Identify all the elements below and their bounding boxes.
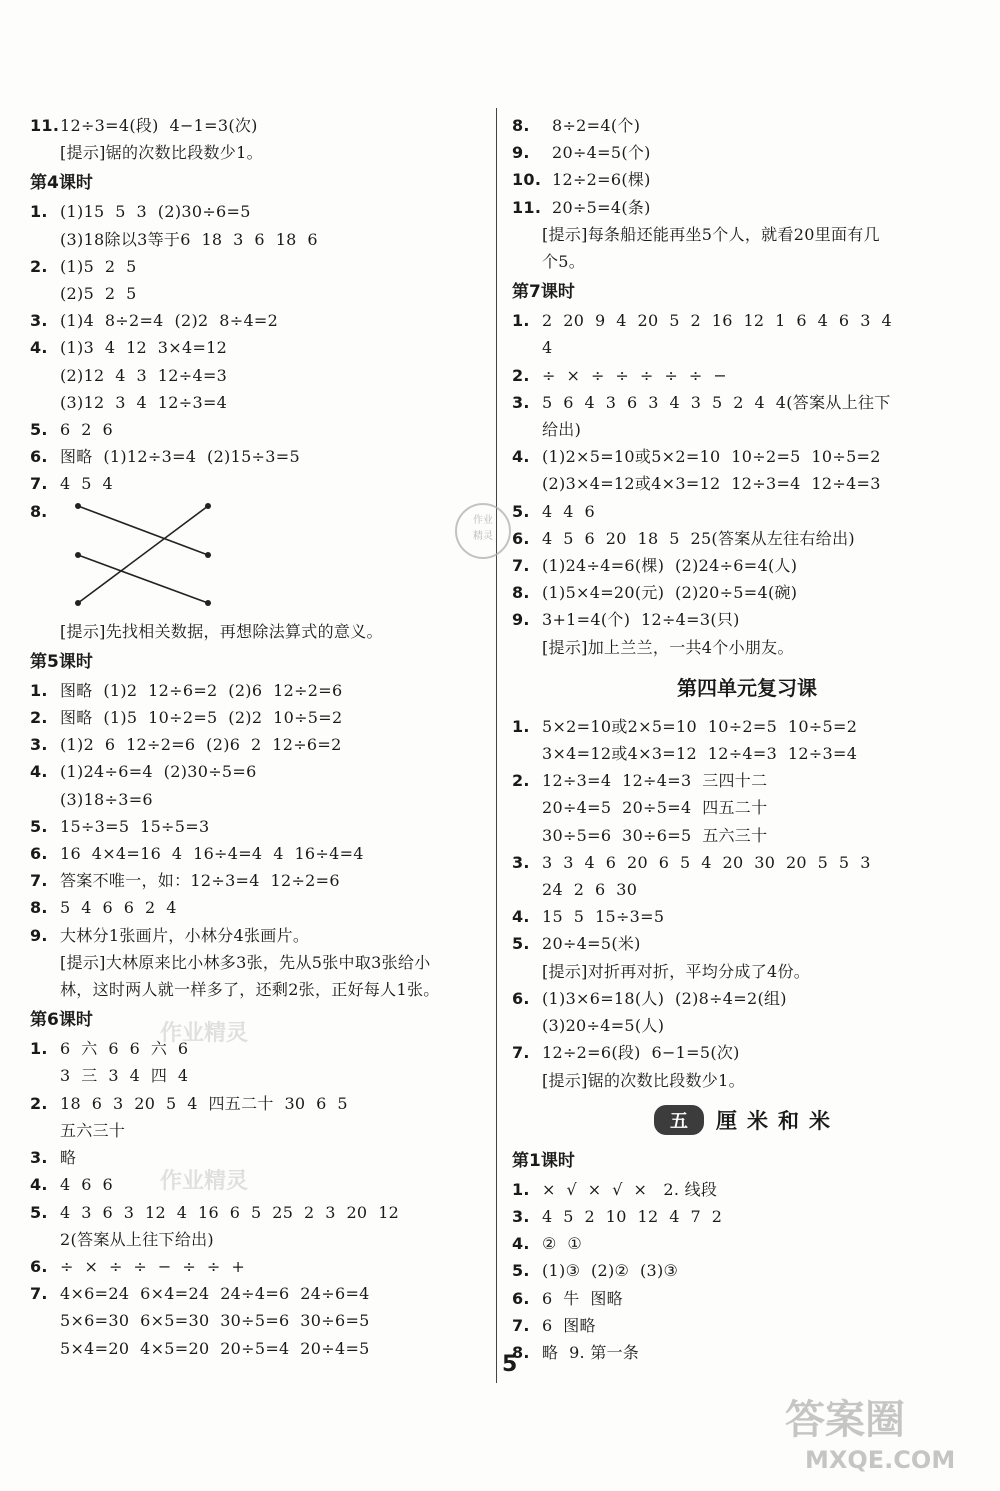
question-number: 4. (512, 907, 530, 927)
answer-line (30, 389, 480, 416)
answer-text: (3)12 3 4 12÷3=4 (60, 392, 228, 412)
question-number: 8. (512, 116, 530, 135)
question-number: 2. (512, 365, 530, 385)
answer-text: 20÷4=5 20÷5=4 四五二十 (542, 798, 768, 818)
tip-text: 先找相关数据，再想除法算式的意义。 (105, 621, 383, 641)
answer-line (30, 704, 480, 731)
answer-text: 2(答案从上往下给出) (60, 1229, 214, 1249)
answer-line (30, 226, 480, 253)
answer-text: (1)15 5 3 (2)30÷6=5 (60, 202, 251, 222)
question-number: 1. (30, 680, 48, 700)
answer-text: 4 5 4 (60, 474, 113, 494)
question-number: 6. (30, 844, 48, 864)
match-dot (205, 600, 211, 606)
unit-4-review-answers (512, 713, 982, 958)
answer-line (512, 1339, 982, 1366)
question-number: 1. (30, 1039, 48, 1059)
answer-text: 图略 (1)2 12÷6=2 (2)6 12÷2=6 (60, 680, 343, 700)
answer-text: ② ① (542, 1234, 583, 1254)
question-number: 6. (512, 528, 530, 548)
answer-text: ÷ × ÷ ÷ − ÷ ÷ + (60, 1256, 246, 1276)
answer-line (30, 786, 480, 813)
answer-text: (1)4 8÷2=4 (2)2 8÷4=2 (60, 311, 279, 331)
answer-text: (3)18÷3=6 (60, 789, 153, 809)
answer-text: (1)24÷4=6(棵) (2)24÷6=4(人) (542, 556, 798, 576)
ghost-watermark: 作业精灵 (160, 1021, 249, 1046)
answer-line (30, 362, 480, 389)
tip-text: 对折再对折，平均分成了4份。 (587, 961, 811, 981)
answer-line (30, 867, 480, 894)
question-number: 4. (30, 1175, 48, 1195)
answer-line (30, 1090, 480, 1117)
tip-label: [提示] (542, 637, 588, 657)
answer-line (512, 470, 982, 497)
question-number: 1. (30, 202, 48, 222)
answer-text: 6 六 6 6 六 6 (60, 1039, 189, 1059)
answer-line (30, 731, 480, 758)
question-number: 4. (30, 762, 48, 782)
answer-text: 18 6 3 20 5 4 四五二十 30 6 5 (60, 1093, 348, 1113)
answer-text: 略 (60, 1148, 77, 1168)
match-line (78, 506, 208, 555)
answer-text: 5×6=30 6×5=30 30÷5=6 30÷6=5 (60, 1311, 370, 1331)
answer-line (512, 1203, 982, 1230)
answer-line (30, 198, 480, 225)
answer-text: 5 6 4 3 6 3 4 3 5 2 4 4(答案从上往下 (542, 392, 891, 412)
answer-line (30, 1171, 480, 1198)
tip-line (512, 634, 982, 661)
answer-text: × √ × √ × 2. 线段 (542, 1179, 718, 1199)
answer-text: 4 (542, 338, 553, 358)
tip-text: 锯的次数比段数少1。 (587, 1070, 745, 1090)
answer-text: 图略 (1)5 10÷2=5 (2)2 10÷5=2 (60, 708, 343, 728)
answer-text: 12÷3=4 12÷4=3 三四十二 (542, 771, 768, 791)
answer-line (30, 840, 480, 867)
tip-text: 锯的次数比段数少1。 (105, 143, 263, 163)
answer-line (30, 280, 480, 307)
answer-line (512, 1176, 982, 1203)
answer-line (512, 443, 982, 470)
answer-line (30, 307, 480, 334)
answer-line (512, 1012, 982, 1039)
column-divider (496, 108, 497, 1383)
matching-figure (30, 498, 480, 618)
answer-line (512, 767, 982, 794)
tip-text: 大林原来比小林多3张，先从5张中取3张给小 (105, 952, 431, 972)
answer-text: 12÷2=6(段) 6−1=5(次) (542, 1043, 740, 1063)
corner-watermark: 答案圈 (785, 1397, 905, 1443)
lesson-heading: 第7课时 (512, 282, 575, 303)
answer-text: 2 20 9 4 20 5 2 16 12 1 6 4 6 3 4 (542, 311, 892, 331)
answer-line (30, 1335, 480, 1362)
question-number: 3. (30, 735, 48, 755)
question-number: 3. (512, 852, 530, 872)
answer-line (512, 822, 982, 849)
answer-line (30, 758, 480, 785)
answer-text: 略 9. 第一条 (542, 1342, 640, 1362)
answer-text: 给出) (542, 420, 582, 440)
question-number: 3. (512, 392, 530, 412)
question-number: 8. (512, 1342, 530, 1362)
tip-label: [提示] (542, 1070, 588, 1090)
match-dot (75, 552, 81, 558)
answer-line (512, 1257, 982, 1284)
stamp-bottom-text: 精灵 (473, 531, 493, 542)
question-number: 9. (512, 143, 530, 163)
question-number: 9. (512, 610, 530, 630)
left-column (30, 112, 480, 1362)
answer-text: 五六三十 (60, 1120, 126, 1140)
chapter-number-badge: 五 (654, 1105, 704, 1135)
answer-line (30, 1035, 480, 1062)
answer-text: 5×2=10或2×5=10 10÷2=5 10÷5=2 (542, 716, 858, 736)
match-dot (75, 600, 81, 606)
lesson-6-answers (30, 1035, 480, 1361)
match-line (78, 555, 208, 603)
question-number: 7. (512, 1043, 530, 1063)
answer-line (30, 1253, 480, 1280)
matching-lines-diagram (70, 498, 270, 618)
answer-line (512, 307, 982, 334)
question-number: 1. (512, 311, 530, 331)
answer-text: 4 4 6 (542, 501, 595, 521)
question-number: 2. (30, 708, 48, 728)
answer-text: (2)5 2 5 (60, 284, 137, 304)
question-number: 2. (30, 1093, 48, 1113)
answer-text: 4 6 6 (60, 1175, 113, 1195)
answer-line (512, 112, 982, 139)
tip-text: 每条船还能再坐5个人，就看20里面有几 (587, 224, 880, 244)
answer-text: 3 三 3 4 四 4 (60, 1066, 189, 1086)
answer-line (512, 416, 982, 443)
question-number: 4. (512, 1234, 530, 1254)
tip-label: [提示] (60, 952, 106, 972)
answer-text: 20÷4=5(米) (542, 934, 641, 954)
top-answers (512, 112, 982, 221)
answer-line (512, 194, 982, 221)
question-number: 10. (512, 170, 542, 190)
question-number: 5. (30, 420, 48, 440)
question-number: 4. (30, 338, 48, 358)
tip-line (30, 618, 480, 645)
question-number: 11. (512, 197, 542, 217)
answer-line (512, 1039, 982, 1066)
answer-text: (1)3 4 12 3×4=12 (60, 338, 228, 358)
lesson-heading: 第1课时 (512, 1150, 575, 1171)
answer-text: 12÷3=4(段) 4−1=3(次) (60, 116, 258, 135)
answer-text: 5×4=20 4×5=20 20÷5=4 20÷4=5 (60, 1338, 370, 1358)
tip-line (512, 221, 982, 248)
answer-line (512, 713, 982, 740)
question-number: 3. (30, 1148, 48, 1168)
answer-text: ÷ × ÷ ÷ ÷ ÷ ÷ − (542, 365, 728, 385)
answer-line (512, 334, 982, 361)
page-number: 5 (502, 1352, 518, 1377)
answer-text: 12÷2=6(棵) (552, 170, 651, 190)
question-number: 7. (512, 556, 530, 576)
answer-line (30, 253, 480, 280)
match-line (78, 506, 208, 603)
lesson-heading: 第6课时 (30, 1010, 93, 1031)
question-number: 3. (512, 1206, 530, 1226)
answer-text: 4 3 6 3 12 4 16 6 5 25 2 3 20 12 (60, 1202, 400, 1222)
question-number: 3. (30, 311, 48, 331)
answer-text: 3 3 4 6 20 6 5 4 20 30 20 5 5 3 (542, 852, 871, 872)
answer-line (512, 606, 982, 633)
question-number: 5. (512, 1261, 530, 1281)
answer-line (512, 525, 982, 552)
answer-line (512, 498, 982, 525)
tip-line (30, 949, 480, 976)
question-number: 5. (30, 1202, 48, 1222)
answer-line (512, 579, 982, 606)
answer-text: 30÷5=6 30÷6=5 五六三十 (542, 825, 768, 845)
question-number: 6. (30, 447, 48, 467)
answer-line (30, 416, 480, 443)
answer-line (512, 985, 982, 1012)
answer-text: 大林分1张画片，小林分4张画片。 (60, 925, 310, 945)
answer-text: (3)18除以3等于6 18 3 6 18 6 (60, 229, 318, 249)
answer-line (30, 1280, 480, 1307)
answer-text: 6 牛 图略 (542, 1288, 623, 1308)
answer-text: (2)3×4=12或4×3=12 12÷3=4 12÷4=3 (542, 474, 881, 494)
answer-line (30, 1226, 480, 1253)
answer-text: 3×4=12或4×3=12 12÷4=3 12÷3=4 (542, 744, 858, 764)
answer-line (512, 930, 982, 957)
answer-line (30, 334, 480, 361)
answer-text: 6 图略 (542, 1315, 596, 1335)
question-number: 2. (512, 771, 530, 791)
answer-text: 6 2 6 (60, 420, 113, 440)
answer-text: 16 4×4=16 4 16÷4=4 4 16÷4=4 (60, 844, 364, 864)
question-number: 7. (30, 1284, 48, 1304)
question-number: 8. (512, 583, 530, 603)
answer-line (512, 794, 982, 821)
answer-line (512, 166, 982, 193)
tip-line (512, 958, 982, 985)
tip-text: 加上兰兰，一共4个小朋友。 (587, 637, 794, 657)
answer-text: 5 4 6 6 2 4 (60, 898, 177, 918)
question-number: 8. (30, 501, 48, 521)
answer-line (30, 443, 480, 470)
tip-line (30, 139, 480, 166)
answer-line (30, 677, 480, 704)
answer-line (30, 922, 480, 949)
answer-line (512, 1230, 982, 1257)
tip-line (512, 1067, 982, 1094)
unit-4-review-answers-cont (512, 985, 982, 1067)
answer-text: 8÷2=4(个) (552, 116, 641, 135)
answer-text: 3+1=4(个) 12÷4=3(只) (542, 610, 740, 630)
answer-line (512, 389, 982, 416)
answer-line (30, 1199, 480, 1226)
question-number: 8. (30, 898, 48, 918)
answer-text: 4×6=24 6×4=24 24÷4=6 24÷6=4 (60, 1284, 370, 1304)
lesson-heading: 第5课时 (30, 651, 93, 672)
answer-line (30, 1307, 480, 1334)
match-dot (205, 552, 211, 558)
answer-text: 20÷5=4(条) (552, 197, 651, 217)
question-number: 6. (512, 988, 530, 1008)
lesson-7-answers (512, 307, 982, 633)
question-number: 5. (512, 934, 530, 954)
match-dot (75, 503, 81, 509)
answer-line (512, 552, 982, 579)
answer-text: (1)5×4=20(元) (2)20÷5=4(碗) (542, 583, 798, 603)
answer-text: (2)12 4 3 12÷4=3 (60, 365, 228, 385)
answer-line (30, 813, 480, 840)
answer-line (30, 1144, 480, 1171)
answer-text: 答案不唯一，如：12÷3=4 12÷2=6 (60, 871, 340, 891)
answer-line (30, 894, 480, 921)
lesson-4-answers (30, 198, 480, 497)
question-number: 5. (512, 501, 530, 521)
question-number: 9. (30, 925, 48, 945)
corner-watermark-url: MXQE.COM (805, 1446, 956, 1474)
question-number: 6. (512, 1288, 530, 1308)
question-number: 6. (30, 1256, 48, 1276)
answer-line (512, 1312, 982, 1339)
match-dot (205, 503, 211, 509)
tip-label: [提示] (60, 621, 106, 641)
lesson-5-answers (30, 677, 480, 949)
chapter-5-answers (512, 1176, 982, 1366)
stamp-top-text: 作业 (473, 515, 493, 526)
answer-text: (1)③ (2)② (3)③ (542, 1261, 679, 1281)
right-column (512, 112, 982, 1366)
question-number: 2. (30, 256, 48, 276)
tip-line: 林，这时两人就一样多了，还剩2张，正好每人1张。 (60, 980, 440, 1000)
question-number: 5. (30, 816, 48, 836)
unit-review-title: 第四单元复习课 (677, 675, 817, 700)
answer-line (30, 1062, 480, 1089)
chapter-header (512, 1100, 982, 1140)
answer-text: (1)2 6 12÷2=6 (2)6 2 12÷6=2 (60, 735, 342, 755)
question-number: 7. (30, 474, 48, 494)
lesson-heading: 第4课时 (30, 173, 93, 194)
answer-text: 4 5 6 20 18 5 25(答案从左往右给出) (542, 528, 855, 548)
answer-line (512, 849, 982, 876)
answer-text: (1)3×6=18(人) (2)8÷4=2(组) (542, 988, 787, 1008)
answer-line (512, 1285, 982, 1312)
answer-text: (1)2×5=10或5×2=10 10÷2=5 10÷5=2 (542, 447, 881, 467)
answer-text: 图略 (1)12÷3=4 (2)15÷3=5 (60, 447, 300, 467)
answer-text: 15÷3=5 15÷5=3 (60, 816, 210, 836)
chapter-title: 厘米和米 (716, 1108, 840, 1133)
answer-text: (1)24÷6=4 (2)30÷5=6 (60, 762, 257, 782)
tip-label: [提示] (60, 143, 106, 163)
tip-line: 个5。 (542, 252, 586, 272)
answer-text: (1)5 2 5 (60, 256, 137, 276)
answer-line (512, 740, 982, 767)
answer-line (512, 139, 982, 166)
tip-label: [提示] (542, 224, 588, 244)
answer-text: 24 2 6 30 (542, 880, 638, 900)
question-number: 7. (30, 871, 48, 891)
question-number: 1. (512, 1179, 530, 1199)
question-number: 11. (30, 116, 60, 135)
ghost-watermark: 作业精灵 (160, 1169, 249, 1194)
question-number: 4. (512, 447, 530, 467)
answer-text: 4 5 2 10 12 4 7 2 (542, 1206, 723, 1226)
answer-text: 15 5 15÷3=5 (542, 907, 665, 927)
answer-text: (3)20÷4=5(人) (542, 1016, 665, 1036)
answer-text: 20÷4=5(个) (552, 143, 651, 163)
answer-line (30, 1117, 480, 1144)
watermark-stamp (455, 503, 511, 559)
question-number: 7. (512, 1315, 530, 1335)
answer-line (30, 470, 480, 497)
answer-line (30, 112, 480, 139)
question-number: 1. (512, 716, 530, 736)
answer-line (512, 876, 982, 903)
answer-line (512, 362, 982, 389)
tip-label: [提示] (542, 961, 588, 981)
answer-line (512, 903, 982, 930)
